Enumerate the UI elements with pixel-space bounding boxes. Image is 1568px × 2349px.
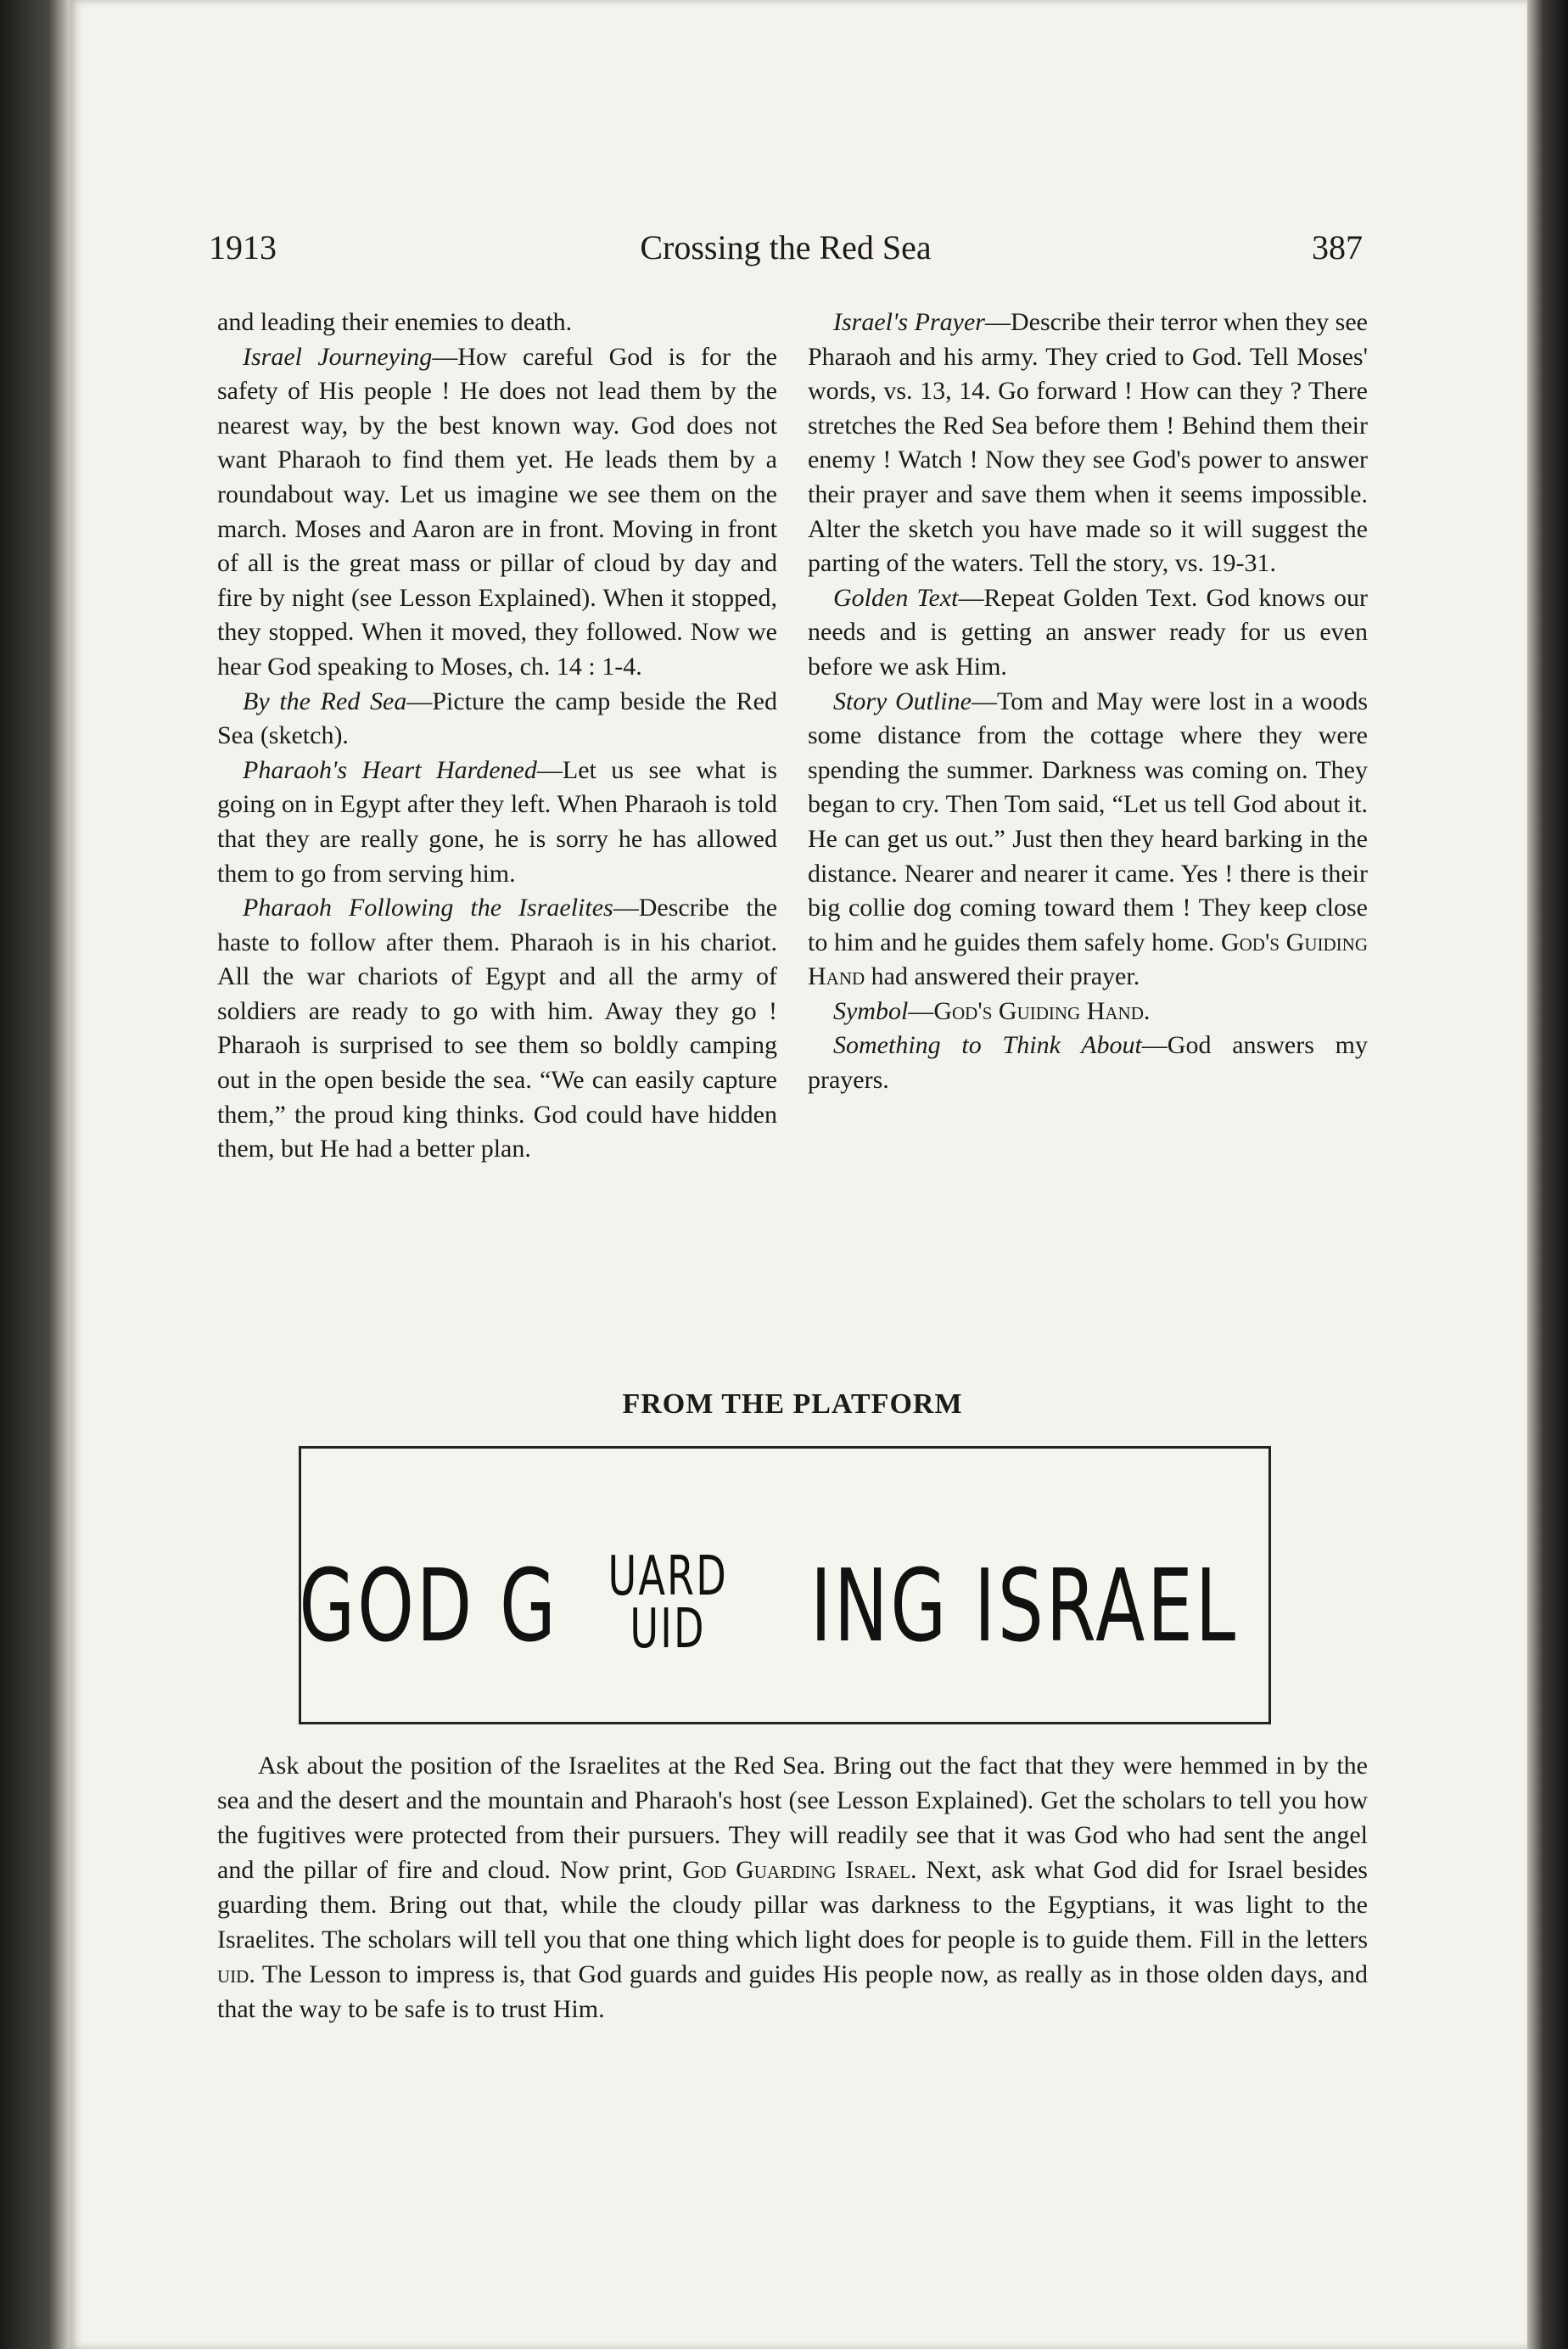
page-number: 387 (1312, 228, 1363, 266)
section-heading: Symbol (833, 996, 909, 1025)
right-column (808, 306, 1368, 1098)
blackboard-text-part1: GOD G (299, 1547, 558, 1664)
blackboard-stacked-letters (585, 1545, 751, 1661)
small-caps-phrase: God Guarding Israel (682, 1856, 911, 1884)
right-paragraph-1: Israel's Prayer—Describe their terror when they see Pharaoh and his army. They cried to God. Tell Moses' words, vs. 13, 14. Go forward ! How can they ? There stretches the Red Sea before them ! Behind them their enemy ! Watch ! Now they see God's power to answer their prayer and save them when it seems impossible. Alter the sketch you have made so it will suggest the parting of the waters. Tell the story, vs. 19-31. (808, 308, 1368, 578)
left-paragraph-0: and leading their enemies to death. (217, 308, 573, 336)
section-heading: By the Red Sea (243, 687, 407, 715)
book-gutter (0, 0, 70, 2349)
section-heading: Something to Think About (833, 1031, 1142, 1060)
section-heading: Pharaoh's Heart Hardened (243, 755, 537, 784)
left-column (217, 306, 777, 1167)
right-paragraph-5: Something to Think About—God answers my prayers. (808, 1031, 1368, 1095)
section-heading: Story Outline (833, 687, 972, 715)
section-heading: Israel Journeying (243, 342, 433, 371)
instructions-paragraph: Ask about the position of the Israelites at the Red Sea. Bring out the fact that they were hemmed in by the sea and the desert and the mountain and Pharaoh's host (see Lesson Explained). Get the scholars to tell you how the fugitives were protected from their pursuers. They will readily see that it was God who had sent the angel and the pillar of fire and cloud. Now print, God Guarding Israel. Next, ask what God did for Israel besides guarding them. Bring out that, while the cloudy pillar was darkness to the Egyptians, it was light to the Israelites. The scholars will tell you that one thing which light does for people is to guide them. Fill in the letters uid. The Lesson to impress is, that God guards and guides His people now, as really as in those olden days, and that the way to be safe is to trust Him. (217, 1752, 1368, 2023)
blackboard-text-part2: ING ISRAEL (810, 1547, 1239, 1664)
section-heading: Israel's Prayer (833, 308, 985, 336)
blackboard-lettering (299, 1520, 1268, 1664)
section-heading: Pharaoh Following the Israelites (243, 894, 613, 922)
small-caps-phrase: God's Guiding Hand (808, 928, 1368, 991)
blackboard-lower-letters: UID (630, 1598, 706, 1661)
small-caps-phrase: God's Guiding Hand (933, 996, 1144, 1025)
blackboard-box (299, 1446, 1271, 1724)
platform-heading: FROM THE PLATFORM (622, 1388, 963, 1420)
right-paragraph-3: Story Outline—Tom and May were lost in a woods some distance from the cottage where they were spending the summer. Darkness was coming on. They began to cry. Then Tom said, “Let us tell God about it. He can get us out.” Just then they heard barking in the distance. Nearer and nearer it came. Yes ! there is their big collie dog coming toward them ! They keep close to him and he guides them safely home. God's Guiding Hand had answered their prayer. (808, 687, 1368, 991)
section-heading: Golden Text (833, 583, 959, 612)
left-paragraph-3: Pharaoh's Heart Hardened—Let us see what is going on in Egypt after they left. When Pharaoh is told that they are really gone, he is sorry he has allowed them to go from serving him. (217, 755, 777, 888)
header-year: 1913 (209, 228, 277, 266)
left-paragraph-1: Israel Journeying—How careful God is for the safety of His people ! He does not lead them by the nearest way, by the best known way. God does not want Pharaoh to find them yet. He leads them by a roundabout way. Let us imagine we see them on the march. Moses and Aaron are in front. Moving in front of all is the great mass or pillar of cloud by day and fire by night (see Lesson Explained). When it stopped, they stopped. When it moved, they followed. Now we hear God speaking to Moses, ch. 14 : 1-4. (217, 342, 777, 681)
running-head (209, 227, 1363, 278)
right-paragraph-4: Symbol—God's Guiding Hand. (833, 996, 1151, 1025)
platform-instructions (217, 1748, 1368, 2027)
header-title: Crossing the Red Sea (640, 228, 932, 266)
small-caps-phrase: uid (217, 1960, 249, 1988)
right-paragraph-2: Golden Text—Repeat Golden Text. God knows our needs and is getting an answer ready for us even before we ask Him. (808, 583, 1368, 681)
page-stack-edge (1527, 0, 1568, 2349)
left-paragraph-4: Pharaoh Following the Israelites—Describe the haste to follow after them. Pharaoh is in his chariot. All the war chariots of Egypt and all the army of soldiers are ready to go with him. Away they go ! Pharaoh is surprised to see them so boldly camping out in the open beside the sea. “We can easily capture them,” the proud king thinks. God could have hidden them, but He had a better plan. (217, 894, 778, 1163)
left-paragraph-2: By the Red Sea—Picture the camp beside the Red Sea (sketch). (217, 687, 777, 750)
blackboard-upper-letters: UARD (608, 1545, 728, 1608)
